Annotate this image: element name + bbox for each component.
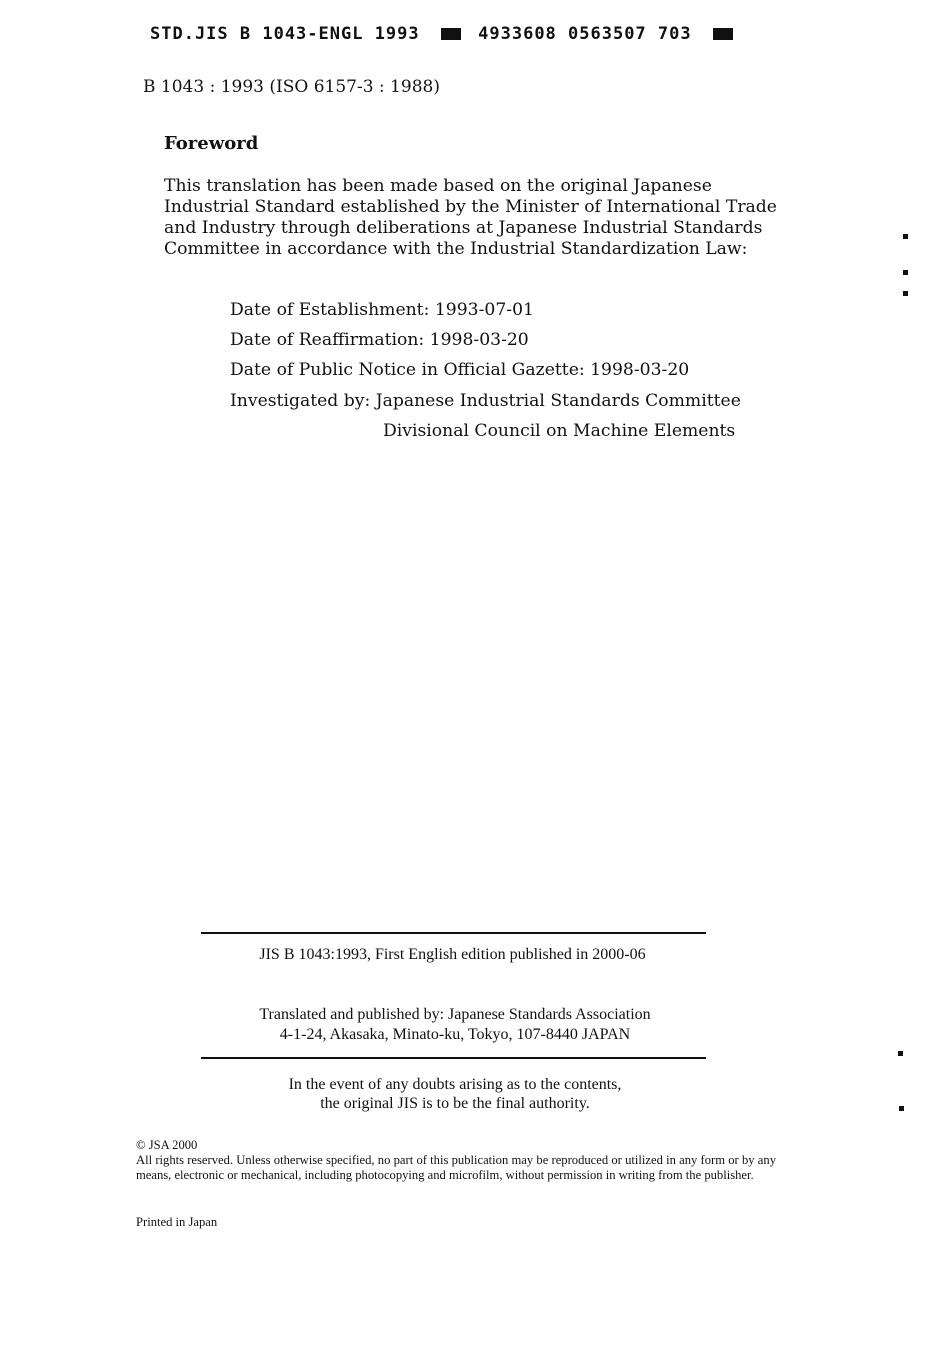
scan-mark xyxy=(903,270,908,275)
publisher-address: 4-1-24, Akasaka, Minato-ku, Tokyo, 107-8440 JAPAN xyxy=(279,1026,631,1043)
scan-stamp xyxy=(150,24,739,44)
copyright-notice: © JSA 2000 xyxy=(136,1138,198,1152)
document-id: B 1043 : 1993 (ISO 6157-3 : 1988) xyxy=(143,77,440,97)
foreword-paragraph: This translation has been made based on the original Japanese Industrial Standard established by the Minister of International Trade and Industry through deliberations at Japanese Industrial Standards Committee in accordance with the Industrial Standardization Law: xyxy=(164,176,777,259)
foreword-heading: Foreword xyxy=(164,133,259,154)
investigated-by: Investigated by: Japanese Industrial Standards Committee xyxy=(230,391,741,411)
stamp-right: 4933608 0563507 703 xyxy=(478,24,692,44)
date-establishment: Date of Establishment: 1993-07-01 xyxy=(230,300,534,320)
printed-in: Printed in Japan xyxy=(136,1215,218,1229)
copyright-block xyxy=(136,1138,776,1184)
divider-top xyxy=(201,932,706,934)
scan-mark xyxy=(899,1106,904,1111)
authority-notice-line1: In the event of any doubts arising as to the contents, xyxy=(288,1076,622,1093)
investigated-by-council: Divisional Council on Machine Elements xyxy=(383,421,736,441)
scan-mark xyxy=(903,291,908,296)
stamp-left: STD.JIS B 1043-ENGL 1993 xyxy=(150,24,420,44)
publisher-line: Translated and published by: Japanese Standards Association xyxy=(259,1006,651,1023)
rights-statement: All rights reserved. Unless otherwise specified, no part of this publication may be reproduced or utilized in any form or by any means, electronic or mechanical, including photocopying and microfilm, without permission in writing from the publisher. xyxy=(136,1153,776,1183)
scan-mark xyxy=(898,1051,903,1056)
authority-notice-line2: the original JIS is to be the final authority. xyxy=(320,1095,590,1112)
stamp-block-mark xyxy=(441,28,461,40)
edition-line: JIS B 1043:1993, First English edition published in 2000-06 xyxy=(259,946,646,963)
date-reaffirmation: Date of Reaffirmation: 1998-03-20 xyxy=(230,330,529,350)
stamp-block-mark-end xyxy=(713,28,733,40)
date-public-notice: Date of Public Notice in Official Gazette: 1998-03-20 xyxy=(230,360,690,380)
divider-bottom xyxy=(201,1057,706,1059)
scan-mark xyxy=(903,234,908,239)
